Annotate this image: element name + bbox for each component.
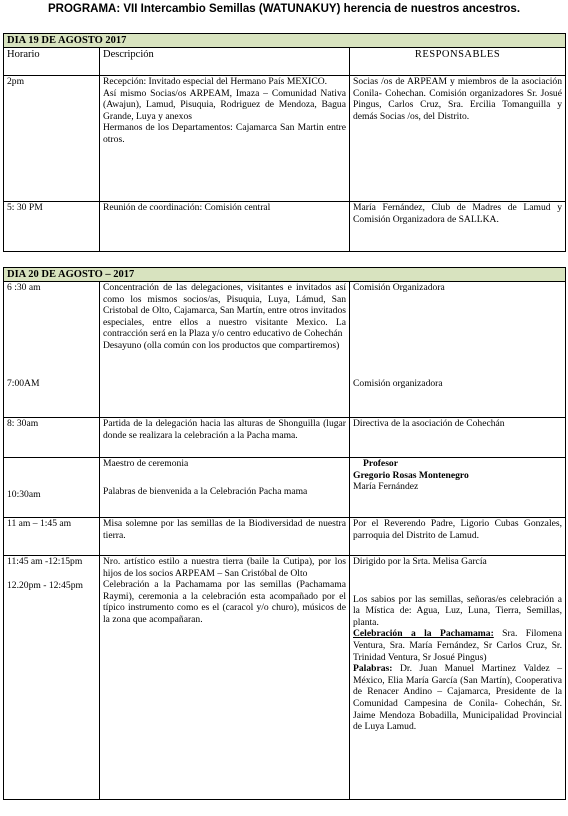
responsible-label: Palabras: <box>353 663 393 675</box>
table-row <box>4 76 566 202</box>
description-line: Palabras de bienvenida a la Celebración Pacha mama <box>103 485 308 497</box>
day2-heading-row <box>4 268 566 282</box>
time-line: 7:00AM <box>7 377 40 389</box>
description-cell <box>100 76 350 202</box>
description-line: Recepción: Invitado especial del Hermano País MEXICO. <box>103 76 328 87</box>
description-line: Así mismo Socias/os ARPEAM, Imaza – Comunidad Nativa (Awajun), Lamud, Pisuquia, Rodriguez de Mendoza, Bagua Grande, Luya y anexos <box>103 87 346 122</box>
day1-heading: DIA 19 DE AGOSTO 2017 <box>4 34 566 48</box>
description-cell: Partida de la delegación hacia las alturas de Shonguilla (lugar donde se realizara la celebración a la Pacha mama. <box>100 418 350 458</box>
time-line: 6 :30 am <box>7 282 41 293</box>
responsible-cell <box>350 458 566 518</box>
responsible-line: Gregorio Rosas Montenegro <box>353 469 469 481</box>
column-header-time: Horario <box>4 48 100 76</box>
responsible-line: Profesor <box>363 458 398 469</box>
time-cell <box>4 458 100 518</box>
day1-heading-row <box>4 34 566 48</box>
responsible-cell: Por el Reverendo Padre, Ligorio Cubas Gonzales, parroquia del Distrito de Lamud. <box>350 518 566 556</box>
column-header-responsible: RESPONSABLES <box>350 48 566 76</box>
responsible-cell <box>350 556 566 800</box>
description-line: Celebración a la Pachamama por las semillas (Pachamama Raymi), ceremonia a la celebración esta acompañado por el típico instrumento como es el (caracol y/o churo), músicos de la zona que acompañaran. <box>103 579 346 625</box>
description-line: Hermanos de los Departamentos: Cajamarca San Martin entre otros. <box>103 122 346 145</box>
description-cell <box>100 458 350 518</box>
responsible-line: Los sabios por las semillas, señoras/es celebración a la Mística de: Agua, Luz, Luna, Tierra, Semillas, planta. <box>353 593 562 628</box>
header-row <box>4 48 566 76</box>
time-cell: 11 am – 1:45 am <box>4 518 100 556</box>
responsible-cell: Directiva de la asociación de Cohechán <box>350 418 566 458</box>
column-header-description: Descripción <box>100 48 350 76</box>
time-line: 12.20pm - 12:45pm <box>7 579 83 591</box>
description-line: Desayuno (olla común con los productos que compartiremos) <box>103 339 340 351</box>
description-cell: Reunión de coordinación: Comisión central <box>100 202 350 252</box>
responsible-cell: Socias /os de ARPEAM y miembros de la asociación Conila- Cohechan. Comisión organizadores Sr. Josué Pingus, Carlos Cruz, Sra. Ercilia Tomanguilla y demás Socias /os, del Distrito. <box>350 76 566 202</box>
table-row <box>4 282 566 418</box>
program-title: PROGRAMA: VII Intercambio Semillas (WATUNAKUY) herencia de nuestros ancestros. <box>47 3 521 15</box>
description-line: Nro. artístico estilo a nuestra tierra (baile la Cutipa), por los hijos de los socios ARPEAM – San Cristóbal de Olto <box>103 556 346 579</box>
responsible-line: Dirigido por la Srta. Melisa García <box>353 556 487 567</box>
time-cell <box>4 556 100 800</box>
description-cell: Misa solemne por las semillas de la Biodiversidad de nuestra tierra. <box>100 518 350 556</box>
table-row <box>4 418 566 458</box>
responsible-cell <box>350 282 566 418</box>
time-cell: 8: 30am <box>4 418 100 458</box>
description-line: Maestro de ceremonia <box>103 458 189 469</box>
time-line: 10:30am <box>7 489 41 500</box>
table-row <box>4 518 566 556</box>
responsible-text: Sra. Filomena Ventura, Sra. María Fernández, Sr Carlos Cruz, Sr. Trinidad Ventura, Sr Josué Pingus) <box>353 628 562 663</box>
time-line: 11:45 am -12:15pm <box>7 556 83 567</box>
time-cell: 5: 30 PM <box>4 202 100 252</box>
table-row <box>4 202 566 252</box>
day2-heading: DIA 20 DE AGOSTO – 2017 <box>4 268 566 282</box>
responsible-cell: María Fernández, Club de Madres de Lamud y Comisión Organizadora de SALLKA. <box>350 202 566 252</box>
responsible-line <box>353 628 562 663</box>
description-cell <box>100 282 350 418</box>
responsible-line: Comisión organizadora <box>353 377 443 389</box>
responsible-line <box>353 663 562 733</box>
table-row <box>4 458 566 518</box>
responsible-line: Comisión Organizadora <box>353 282 445 293</box>
responsible-text: Dr. Juan Manuel Martinez Valdez – México, Elia María García (San Martín), Cooperativa de Renacer Andino – Cajamarca, Presidente de la Comunidad Campesina de Conila- Cohechán, Sr. Jaime Mendoza Bobadilla, Municipalidad Provincial de Luya Lamud. <box>353 663 562 733</box>
time-cell <box>4 282 100 418</box>
day1-table <box>3 33 566 252</box>
description-line: Concentración de las delegaciones, visitantes e invitados así como los mismos socios/as, Pisuquia, Luya, Lámud, San Cristobal de Olto, Cajamarca, San Martín, entre otros invitados especiales, entre ellos a nuestro visitante Mexico. La contracción será en la Plaza y/o centro educativo de Cohechán <box>103 282 346 340</box>
responsible-line: María Fernández <box>353 481 419 493</box>
description-cell <box>100 556 350 800</box>
responsible-label: Celebración a la Pachamama: <box>353 628 494 640</box>
time-cell: 2pm <box>4 76 100 202</box>
table-row <box>4 556 566 800</box>
day2-table <box>3 267 566 800</box>
